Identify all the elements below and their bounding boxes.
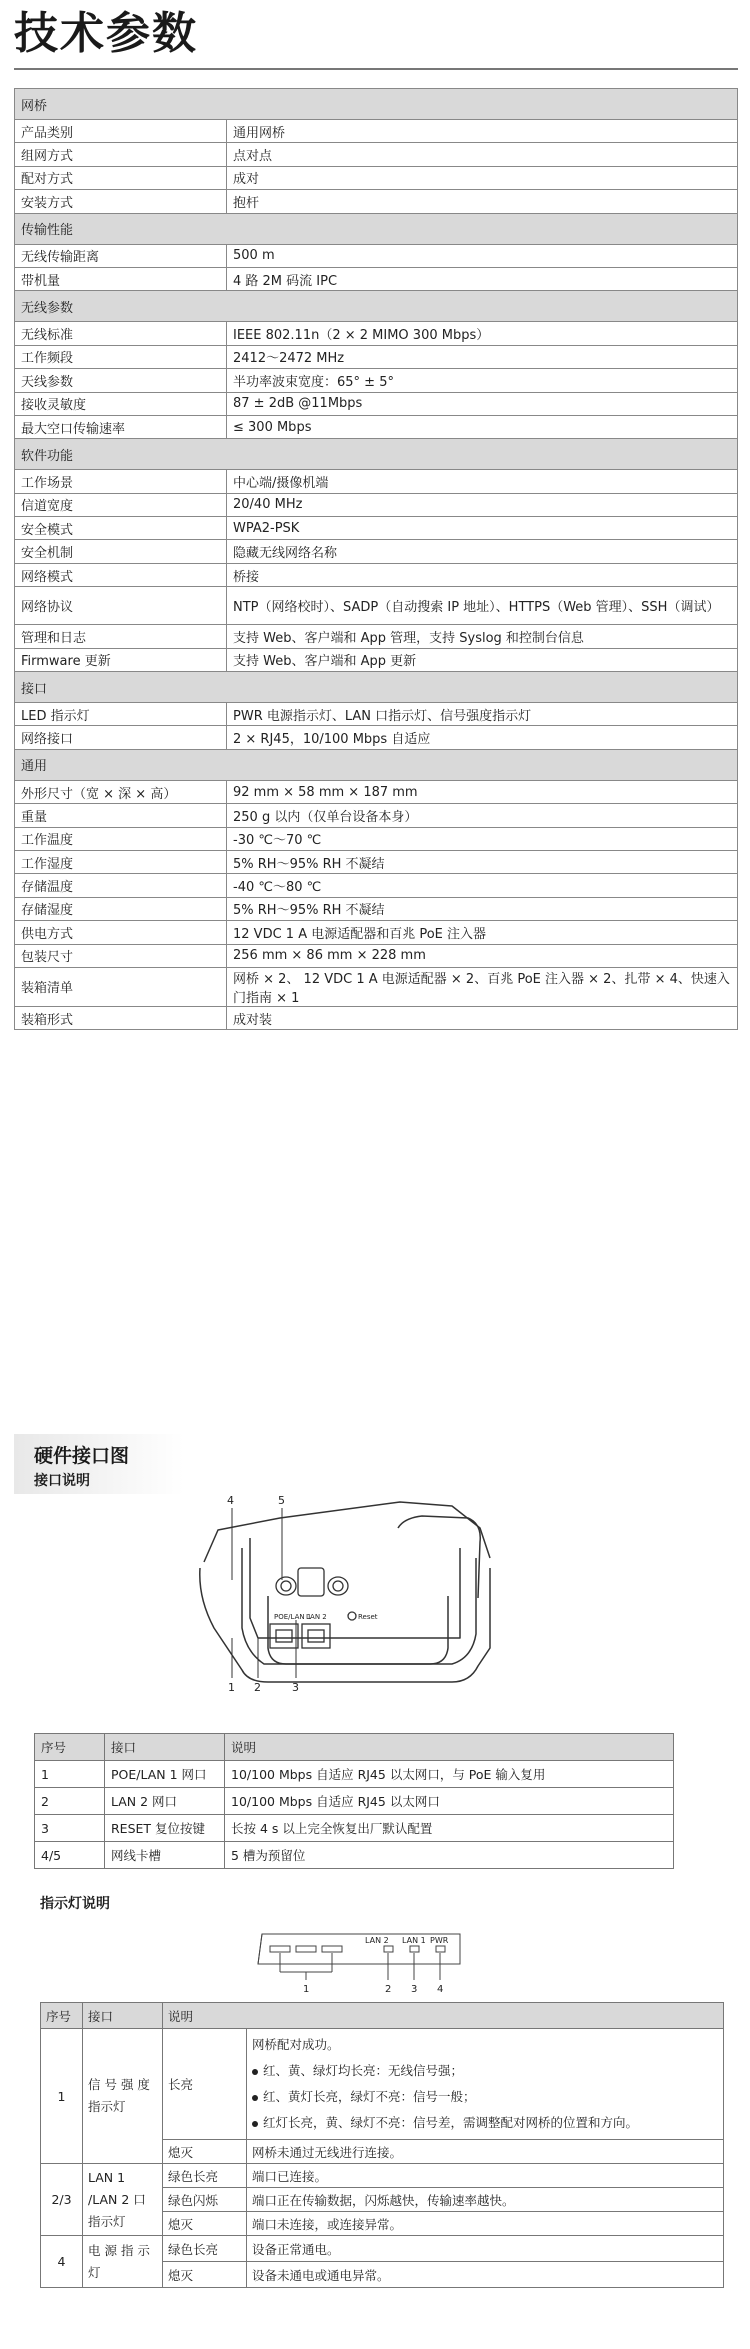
spec-value: 4 路 2M 码流 IPC [227,267,738,290]
spec-value: 5% RH～95% RH 不凝结 [227,850,738,873]
ports-cell-port: RESET 复位按键 [105,1815,225,1842]
spec-row [15,1006,738,1029]
lan-state: 绿色闪烁 [163,2188,247,2212]
ports-header-port: 接口 [105,1734,225,1761]
spec-value: IEEE 802.11n（2 × 2 MIMO 300 Mbps） [227,322,738,345]
ports-cell-desc: 10/100 Mbps 自适应 RJ45 以太网口，与 PoE 输入复用 [225,1761,674,1788]
spec-label: 存储温度 [15,874,227,897]
spec-label: 工作温度 [15,827,227,850]
spec-row [15,921,738,944]
ports-cell-no: 2 [35,1788,105,1815]
spec-value: 2 × RJ45，10/100 Mbps 自适应 [227,726,738,749]
pwr-led [436,1946,445,1952]
spec-label: 装箱清单 [15,967,227,1006]
spec-label: 管理和日志 [15,625,227,648]
spec-value: 250 g 以内（仅单台设备本身） [227,804,738,827]
spec-label: 安装方式 [15,190,227,213]
spec-label: LED 指示灯 [15,703,227,726]
spec-value: 网桥 × 2、 12 VDC 1 A 电源适配器 × 2、百兆 PoE 注入器 × 2、扎带 × 4、快速入门指南 × 1 [227,967,738,1006]
indicator-diagram [248,1926,478,1998]
spec-value: 抱杆 [227,190,738,213]
spec-row [15,190,738,213]
spec-section-row [15,213,738,244]
spec-row [15,726,738,749]
spec-row [15,143,738,166]
spec-row [15,322,738,345]
spec-label: 网络模式 [15,563,227,586]
spec-value: 支持 Web、客户端和 App 管理，支持 Syslog 和控制台信息 [227,625,738,648]
spec-label: 最大空口传输速率 [15,415,227,438]
led-number-1: 1 [303,1984,310,1995]
ports-row [35,1842,674,1869]
spec-label: 无线标准 [15,322,227,345]
spec-label: 网络接口 [15,726,227,749]
reset-button [348,1612,356,1620]
lan2-led [384,1946,393,1952]
indicator-table [40,2002,724,2288]
power-row [41,2236,724,2262]
spec-value: 半功率波束宽度：65° ± 5° [227,369,738,392]
power-name: 电 源 指 示 灯 [83,2236,163,2288]
spec-row [15,244,738,267]
signal-led-yellow [296,1946,316,1952]
spec-label: 带机量 [15,267,227,290]
spec-label: 安全机制 [15,540,227,563]
signal-no: 1 [41,2029,83,2164]
reset-label: Reset [358,1613,378,1621]
spec-label: 存储湿度 [15,897,227,920]
spec-label: 工作频段 [15,345,227,368]
signal-line-1: 红、黄、绿灯均长亮：无线信号强； [252,2058,718,2084]
spec-section-row [15,89,738,120]
spec-label: 重量 [15,804,227,827]
hardware-diagram [190,1488,530,1724]
ports-cell-port: LAN 2 网口 [105,1788,225,1815]
signal-steady-row [41,2029,724,2140]
lan-name: LAN 1 /LAN 2 口 指示灯 [83,2164,163,2236]
led-label-lan2: LAN 2 [365,1936,389,1945]
spec-row [15,540,738,563]
callout-4: 4 [227,1494,234,1507]
spec-value: 20/40 MHz [227,493,738,516]
spec-row [15,827,738,850]
rj45-port-2 [302,1624,330,1648]
spec-row [15,120,738,143]
spec-section-row [15,749,738,780]
signal-steady-desc [247,2029,724,2140]
callout-3: 3 [292,1681,299,1694]
hardware-title: 硬件接口图 [34,1445,130,1467]
spec-row [15,166,738,189]
spec-label: 工作场景 [15,470,227,493]
spec-row [15,850,738,873]
cable-slot-5 [328,1577,348,1595]
spec-row [15,804,738,827]
ports-header-desc: 说明 [225,1734,674,1761]
spec-row [15,415,738,438]
spec-value: ≤ 300 Mbps [227,415,738,438]
spec-label: 天线参数 [15,369,227,392]
signal-line-2: 红、黄灯长亮，绿灯不亮：信号一般； [252,2084,718,2110]
indicator-header-desc: 说明 [163,2003,724,2029]
spec-label: 供电方式 [15,921,227,944]
spec-row [15,967,738,1006]
indicator-header-port: 接口 [83,2003,163,2029]
led-number-2: 2 [385,1984,392,1995]
spec-value: 2412～2472 MHz [227,345,738,368]
spec-section-title: 网桥 [15,89,738,120]
spec-label: 工作湿度 [15,850,227,873]
spec-row [15,470,738,493]
spec-value: 成对装 [227,1006,738,1029]
spec-section-title: 接口 [15,672,738,703]
spec-value: 92 mm × 58 mm × 187 mm [227,780,738,803]
callout-2: 2 [254,1681,261,1694]
spec-value: 中心端/摄像机端 [227,470,738,493]
power-desc: 设备未通电或通电异常。 [247,2262,724,2288]
spec-value: PWR 电源指示灯、LAN 口指示灯、信号强度指示灯 [227,703,738,726]
port-panel [268,1596,448,1664]
spec-row [15,944,738,967]
spec-value: 87 ± 2dB @11Mbps [227,392,738,415]
ports-cell-no: 3 [35,1815,105,1842]
clip-top [298,1568,324,1596]
spec-value: NTP（网络校时）、SADP（自动搜索 IP 地址）、HTTPS（Web 管理）、SSH（调试） [227,587,738,625]
ports-cell-desc: 10/100 Mbps 自适应 RJ45 以太网口 [225,1788,674,1815]
spec-value: -30 ℃～70 ℃ [227,827,738,850]
spec-section-row [15,291,738,322]
spec-row [15,703,738,726]
spec-row [15,874,738,897]
spec-label: 安全模式 [15,517,227,540]
signal-off-desc: 网桥未通过无线进行连接。 [247,2140,724,2164]
signal-off-state: 熄灭 [163,2140,247,2164]
power-state: 熄灭 [163,2262,247,2288]
spec-row [15,267,738,290]
spec-section-row [15,672,738,703]
signal-steady-state: 长亮 [163,2029,247,2140]
ports-row [35,1761,674,1788]
bullet-icon [252,2095,258,2101]
ports-table [34,1733,674,1869]
spec-row [15,587,738,625]
callout-5: 5 [278,1494,285,1507]
page-title: 技术参数 [14,8,198,59]
spec-label: 网络协议 [15,587,227,625]
power-no: 4 [41,2236,83,2288]
device-top-cover [204,1502,490,1562]
spec-row [15,648,738,671]
signal-line-3: 红灯长亮，黄、绿灯不亮：信号差，需调整配对网桥的位置和方向。 [252,2110,718,2136]
spec-label: 信道宽度 [15,493,227,516]
ports-row [35,1788,674,1815]
spec-row [15,780,738,803]
spec-value: 通用网桥 [227,120,738,143]
ports-row [35,1815,674,1842]
spec-row [15,392,738,415]
bullet-icon [252,2121,258,2127]
power-desc: 设备正常通电。 [247,2236,724,2262]
spec-table [14,88,738,1030]
spec-value: 隐藏无线网络名称 [227,540,738,563]
ports-cell-no: 1 [35,1761,105,1788]
led-label-lan1: LAN 1 [402,1936,426,1945]
spec-label: Firmware 更新 [15,648,227,671]
spec-label: 产品类别 [15,120,227,143]
lan-desc: 端口未连接，或连接异常。 [247,2212,724,2236]
spec-row [15,517,738,540]
device-body-outline [200,1568,490,1682]
lan-state: 熄灭 [163,2212,247,2236]
ports-header-no: 序号 [35,1734,105,1761]
lan1-led [410,1946,419,1952]
led-number-3: 3 [411,1984,418,1995]
lan-desc: 端口已连接。 [247,2164,724,2188]
signal-led-green [322,1946,342,1952]
signal-name: 信 号 强 度 指示灯 [83,2029,163,2164]
spec-value: 256 mm × 86 mm × 228 mm [227,944,738,967]
cable-slot-4 [276,1577,296,1595]
ports-header-row [35,1734,674,1761]
ports-cell-port: POE/LAN 1 网口 [105,1761,225,1788]
spec-value: 支持 Web、客户端和 App 更新 [227,648,738,671]
spec-value: WPA2-PSK [227,517,738,540]
spec-value: -40 ℃～80 ℃ [227,874,738,897]
port-label-1: POE/LAN 1 [274,1613,312,1621]
spec-row [15,625,738,648]
callout-1: 1 [228,1681,235,1694]
led-number-4: 4 [437,1984,444,1995]
ports-cell-no: 4/5 [35,1842,105,1869]
signal-line-0: 网桥配对成功。 [252,2037,340,2052]
power-state: 绿色长亮 [163,2236,247,2262]
spec-label: 装箱形式 [15,1006,227,1029]
spec-row [15,369,738,392]
spec-row [15,563,738,586]
spec-section-row [15,439,738,470]
lan-desc: 端口正在传输数据，闪烁越快，传输速率越快。 [247,2188,724,2212]
signal-led-red [270,1946,290,1952]
spec-label: 接收灵敏度 [15,392,227,415]
port-label-2: LAN 2 [306,1613,327,1621]
spec-label: 配对方式 [15,166,227,189]
title-divider [14,68,738,70]
led-label-pwr: PWR [430,1936,449,1945]
spec-label: 外形尺寸（宽 × 深 × 高） [15,780,227,803]
spec-value: 成对 [227,166,738,189]
spec-section-title: 通用 [15,749,738,780]
spec-value: 点对点 [227,143,738,166]
hardware-subtitle: 接口说明 [34,1473,90,1489]
lan-state: 绿色长亮 [163,2164,247,2188]
spec-section-title: 无线参数 [15,291,738,322]
lan-row [41,2164,724,2188]
ports-cell-port: 网线卡槽 [105,1842,225,1869]
indicators-title: 指示灯说明 [40,1896,110,1912]
spec-label: 无线传输距离 [15,244,227,267]
rj45-port-1 [270,1624,298,1648]
spec-section-title: 软件功能 [15,439,738,470]
bullet-icon [252,2069,258,2075]
spec-section-title: 传输性能 [15,213,738,244]
spec-value: 桥接 [227,563,738,586]
spec-value: 500 m [227,244,738,267]
ports-cell-desc: 5 槽为预留位 [225,1842,674,1869]
spec-value: 12 VDC 1 A 电源适配器和百兆 PoE 注入器 [227,921,738,944]
indicator-header-no: 序号 [41,2003,83,2029]
spec-row [15,493,738,516]
spec-label: 包装尺寸 [15,944,227,967]
spec-value: 5% RH～95% RH 不凝结 [227,897,738,920]
spec-row [15,345,738,368]
lan-no: 2/3 [41,2164,83,2236]
ports-cell-desc: 长按 4 s 以上完全恢复出厂默认配置 [225,1815,674,1842]
spec-row [15,897,738,920]
spec-label: 组网方式 [15,143,227,166]
indicator-header-row [41,2003,724,2029]
